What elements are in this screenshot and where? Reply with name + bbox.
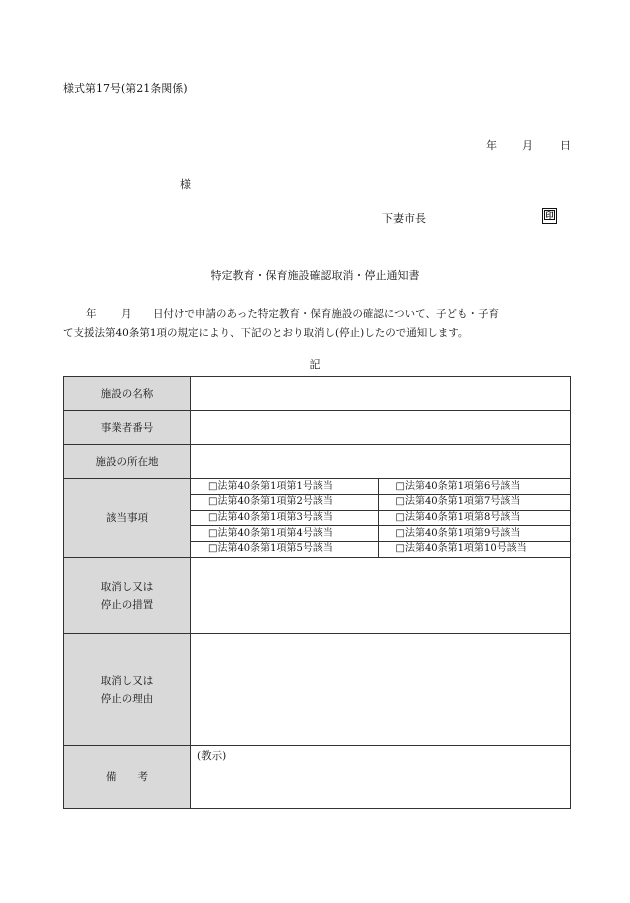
date-month: 月 — [522, 139, 533, 152]
addressee-suffix: 様 — [180, 178, 191, 191]
measure-label — [64, 558, 191, 634]
item-4[interactable]: □法第40条第1項第4号該当 — [191, 526, 378, 542]
body-year: 年 — [86, 308, 97, 320]
applicable-items — [191, 479, 571, 558]
remarks-field[interactable] — [191, 746, 571, 809]
applicable-items-grid — [191, 479, 570, 557]
list-item — [191, 495, 570, 511]
item-6[interactable]: □法第40条第1項第6号該当 — [378, 479, 570, 495]
list-item — [191, 526, 570, 542]
business-number-field[interactable] — [191, 411, 571, 445]
table-row — [64, 377, 571, 411]
body-line1: 日付けで申請のあった特定教育・保育施設の確認について、子ども・子育 — [153, 308, 499, 320]
document-title: 特定教育・保育施設確認取消・停止通知書 — [210, 269, 420, 282]
date-line — [486, 137, 571, 153]
table-row — [64, 411, 571, 445]
ki-heading: 記 — [309, 358, 321, 371]
facility-name-field[interactable] — [191, 377, 571, 411]
item-8[interactable]: □法第40条第1項第8号該当 — [378, 510, 570, 526]
facility-address-field[interactable] — [191, 445, 571, 479]
table-row — [64, 558, 571, 634]
measure-label-line1: 取消し又は — [100, 580, 154, 593]
item-9[interactable]: □法第40条第1項第9号該当 — [378, 526, 570, 542]
form-number: 様式第17号(第21条関係) — [63, 82, 188, 95]
date-year: 年 — [486, 139, 497, 152]
body-text — [63, 305, 568, 343]
reason-label — [64, 634, 191, 746]
item-3[interactable]: □法第40条第1項第3号該当 — [191, 510, 378, 526]
body-line2: て支援法第40条第1項の規定により、下記のとおり取消し(停止)したので通知します。 — [63, 327, 469, 339]
measure-field[interactable] — [191, 558, 571, 634]
issuer: 下妻市長 — [382, 212, 426, 225]
remarks-label: 備 考 — [64, 746, 191, 809]
reason-label-line1: 取消し又は — [100, 674, 154, 687]
table-row — [64, 479, 571, 558]
list-item — [191, 510, 570, 526]
date-day: 日 — [560, 139, 571, 152]
notice-table — [63, 376, 571, 809]
seal-text: 印 — [545, 210, 554, 220]
item-10[interactable]: □法第40条第1項第10号該当 — [395, 543, 527, 555]
remarks-text: (教示) — [197, 750, 227, 762]
list-item — [191, 479, 570, 495]
reason-field[interactable] — [191, 634, 571, 746]
item-7[interactable]: □法第40条第1項第7号該当 — [378, 495, 570, 511]
item-5[interactable]: □法第40条第1項第5号該当 — [191, 541, 378, 557]
list-item — [191, 541, 570, 557]
facility-address-label: 施設の所在地 — [64, 445, 191, 479]
applicable-label: 該当事項 — [64, 479, 191, 558]
item-1[interactable]: □法第40条第1項第1号該当 — [191, 479, 378, 495]
item-2[interactable]: □法第40条第1項第2号該当 — [191, 495, 378, 511]
body-month: 月 — [121, 308, 132, 320]
seal-mark — [542, 208, 557, 224]
table-row — [64, 445, 571, 479]
table-row — [64, 746, 571, 809]
measure-label-line2: 停止の措置 — [100, 598, 154, 611]
facility-name-label: 施設の名称 — [64, 377, 191, 411]
table-row — [64, 634, 571, 746]
reason-label-line2: 停止の理由 — [100, 692, 154, 705]
business-number-label: 事業者番号 — [64, 411, 191, 445]
